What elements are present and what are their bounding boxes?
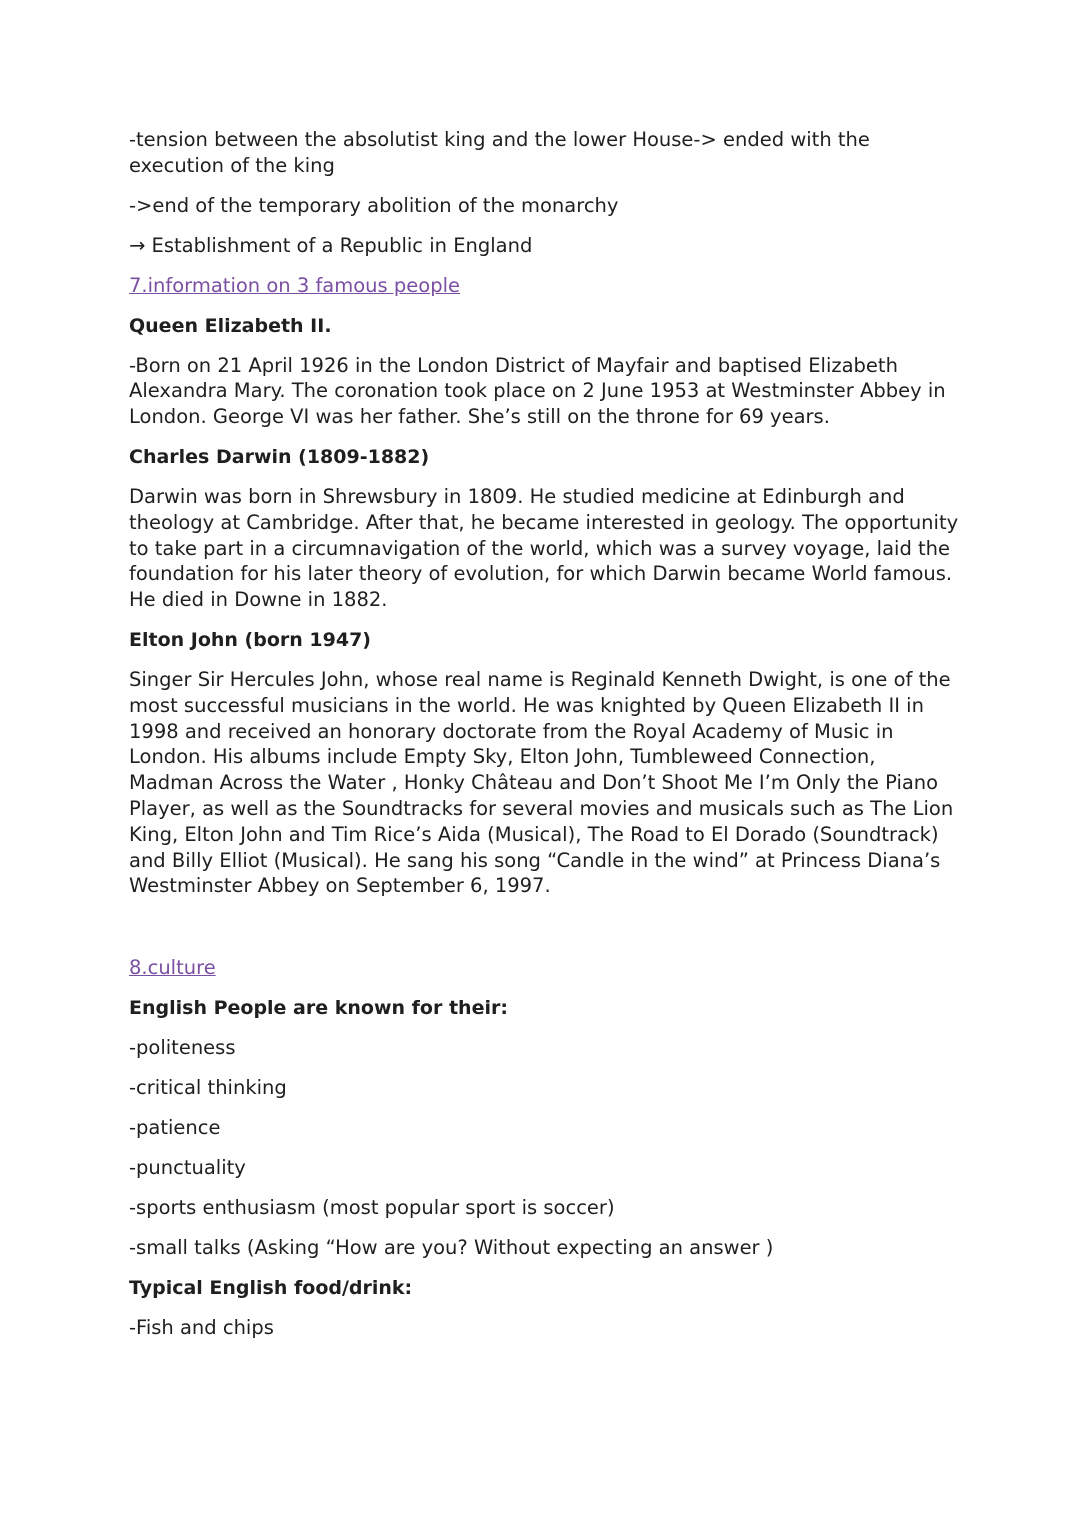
- trait-item: -critical thinking: [129, 1076, 287, 1100]
- food-heading: Typical English food/drink:: [129, 1277, 413, 1300]
- section-8-link[interactable]: 8.culture: [129, 956, 216, 980]
- food-item: -Fish and chips: [129, 1316, 274, 1340]
- trait-item: -punctuality: [129, 1156, 246, 1180]
- person-text-darwin: Darwin was born in Shrewsbury in 1809. He studied medicine at Edinburgh and theology at Cambridge. After that, he became interested in geology. The opportunity to take part in a circumnavigation of the world, which was a survey voyage, laid the foundation for his later theory of evolution, for which Darwin became World famous. He died in Downe in 1882.: [129, 484, 959, 612]
- person-heading-darwin: Charles Darwin (1809-1882): [129, 445, 430, 468]
- person-heading-elizabeth: Queen Elizabeth II.: [129, 314, 332, 337]
- person-text-elizabeth: -Born on 21 April 1926 in the London District of Mayfair and baptised Elizabeth Alexandra Mary. The coronation took place on 2 June 1953 at Westminster Abbey in London. George VI was her father. She’s still on the throne for 69 years.: [129, 353, 946, 429]
- person-heading-elton: Elton John (born 1947): [129, 628, 371, 651]
- trait-item: -small talks (Asking “How are you? Without expecting an answer ): [129, 1236, 774, 1260]
- trait-item: -sports enthusiasm (most popular sport is soccer): [129, 1196, 615, 1220]
- section-spacer: [129, 913, 959, 955]
- republic-line: → Establishment of a Republic in England: [129, 233, 533, 257]
- trait-item: -patience: [129, 1116, 221, 1140]
- trait-item: -politeness: [129, 1036, 236, 1060]
- document-page: [129, 127, 959, 1355]
- person-text-elton: Singer Sir Hercules John, whose real name is Reginald Kenneth Dwight, is one of the most successful musicians in the world. He was knighted by Queen Elizabeth II in 1998 and received an honorary doctorate from the Royal Academy of Music in London. His albums include Empty Sky, Elton John, Tumbleweed Connection, Madman Across the Water , Honky Château and Don’t Shoot Me I’m Only the Piano Player, as well as the Soundtracks for several movies and musicals such as The Lion King, Elton John and Tim Rice’s Aida (Musical), The Road to El Dorado (Soundtrack) and Billy Elliot (Musical). He sang his song “Candle in the wind” at Princess Diana’s Westminster Abbey on September 6, 1997.: [129, 667, 954, 898]
- known-for-heading: English People are known for their:: [129, 997, 508, 1020]
- tension-line: -tension between the absolutist king and the lower House-> ended with the execution of the king: [129, 128, 870, 177]
- section-7-link[interactable]: 7.information on 3 famous people: [129, 273, 460, 297]
- end-monarchy-line: ->end of the temporary abolition of the monarchy: [129, 193, 619, 217]
